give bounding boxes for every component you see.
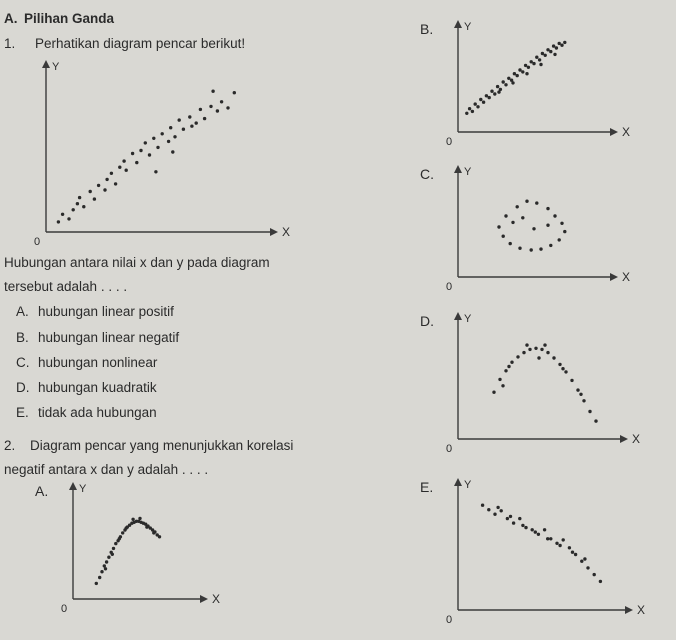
scatter-point [538, 58, 541, 61]
scatter-point [524, 526, 527, 529]
scatter-point [497, 90, 500, 93]
scatter-point [563, 41, 566, 44]
scatter-point [496, 506, 499, 509]
scatter-point [61, 213, 64, 216]
option-letter: C. [16, 355, 30, 370]
scatter-point [105, 178, 108, 181]
x-axis-arrow-icon [270, 228, 278, 236]
option-letter: A. [16, 304, 29, 319]
scatter-point [539, 63, 542, 66]
q2-number: 2. [4, 438, 16, 453]
scatter-point [510, 361, 513, 364]
scatter-point [72, 208, 75, 211]
scatter-point [154, 170, 157, 173]
scatter-point [570, 379, 573, 382]
scatter-point [546, 48, 549, 51]
scatter-point [562, 538, 565, 541]
scatter-point [114, 182, 117, 185]
scatter-point [190, 125, 193, 128]
y-axis-label: Y [464, 21, 472, 33]
scatter-point [516, 355, 519, 358]
scatter-point [468, 107, 471, 110]
scatter-point [553, 53, 556, 56]
scatter-point [599, 580, 602, 583]
scatter-point [576, 388, 579, 391]
x-axis-arrow-icon [610, 273, 618, 281]
scatter-point [546, 537, 549, 540]
scatter-point [593, 573, 596, 576]
scatter-point [541, 52, 544, 55]
scatter-point [532, 227, 535, 230]
x-axis-label: X [622, 125, 631, 139]
scatter-point [509, 242, 512, 245]
scatter-point [549, 537, 552, 540]
scatter-point [89, 190, 92, 193]
scatter-point [558, 238, 561, 241]
scatter-point [148, 153, 151, 156]
x-axis-label: X [622, 270, 631, 284]
scatter-point [549, 50, 552, 53]
scatter-point [563, 230, 566, 233]
scatter-point [131, 518, 134, 521]
y-axis-label: Y [464, 166, 472, 178]
scatter-point [144, 141, 147, 144]
scatter-point [131, 152, 134, 155]
option-d-chart[interactable] [420, 312, 640, 457]
scatter-point [522, 351, 525, 354]
scatter-point [552, 356, 555, 359]
q1-number: 1. [4, 36, 16, 51]
scatter-point [107, 556, 110, 559]
scatter-point [512, 521, 515, 524]
q1-stem-line2: tersebut adalah . . . . [4, 279, 128, 294]
origin-label: 0 [446, 281, 453, 293]
scatter-point [531, 528, 534, 531]
q1-scatter-chart [20, 60, 290, 250]
scatter-point [552, 44, 555, 47]
scatter-point [586, 566, 589, 569]
option-e-chart[interactable] [420, 478, 645, 628]
scatter-point [114, 542, 117, 545]
scatter-point [57, 220, 60, 223]
scatter-point [104, 567, 107, 570]
scatter-point [521, 524, 524, 527]
scatter-point [506, 517, 509, 520]
option-letter: C. [420, 166, 434, 182]
scatter-point [465, 112, 468, 115]
scatter-point [527, 66, 530, 69]
y-axis-arrow-icon [454, 165, 462, 173]
scatter-point [169, 126, 172, 129]
option-letter: A. [35, 483, 49, 499]
scatter-point [167, 140, 170, 143]
x-axis-arrow-icon [620, 435, 628, 443]
scatter-point [67, 217, 70, 220]
scatter-point [539, 247, 542, 250]
scatter-point [511, 81, 514, 84]
scatter-point [211, 90, 214, 93]
scatter-point [487, 508, 490, 511]
option-text: hubungan nonlinear [38, 355, 158, 370]
y-axis-label: Y [464, 313, 472, 325]
scatter-point [509, 515, 512, 518]
scatter-point [525, 72, 528, 75]
y-axis-arrow-icon [42, 60, 50, 68]
scatter-point [481, 504, 484, 507]
y-axis-label: Y [464, 479, 472, 491]
scatter-point [496, 85, 499, 88]
scatter-point [504, 369, 507, 372]
scatter-point [118, 537, 121, 540]
scatter-point [521, 70, 524, 73]
scatter-point [516, 205, 519, 208]
scatter-point [216, 109, 219, 112]
y-axis-label: Y [79, 483, 87, 495]
scatter-point [501, 384, 504, 387]
scatter-point [546, 207, 549, 210]
scatter-point [546, 224, 549, 227]
scatter-point [199, 108, 202, 111]
origin-label: 0 [446, 136, 453, 148]
scatter-point [125, 169, 128, 172]
x-axis-arrow-icon [625, 606, 633, 614]
scatter-point [504, 83, 507, 86]
origin-label: 0 [34, 236, 41, 248]
scatter-point [535, 56, 538, 59]
scatter-point [504, 214, 507, 217]
y-axis-arrow-icon [454, 312, 462, 320]
scatter-point [558, 363, 561, 366]
scatter-point [568, 546, 571, 549]
scatter-point [507, 77, 510, 80]
scatter-point [76, 202, 79, 205]
scatter-point [161, 132, 164, 135]
scatter-point [579, 393, 582, 396]
scatter-point [583, 557, 586, 560]
scatter-point [513, 72, 516, 75]
option-letter: D. [16, 380, 30, 395]
scatter-point [97, 184, 100, 187]
scatter-point [549, 244, 552, 247]
scatter-point [525, 200, 528, 203]
y-axis-label: Y [52, 61, 60, 73]
option-b-chart[interactable] [420, 20, 630, 150]
scatter-point [182, 128, 185, 131]
scatter-point [530, 60, 533, 63]
scatter-point [594, 419, 597, 422]
scatter-point [507, 365, 510, 368]
y-axis-arrow-icon [69, 482, 77, 490]
scatter-point [574, 553, 577, 556]
scatter-point [534, 530, 537, 533]
option-letter: E. [16, 405, 29, 420]
scatter-point [121, 531, 124, 534]
scatter-point [532, 62, 535, 65]
scatter-point [138, 517, 141, 520]
x-axis-label: X [637, 603, 646, 617]
scatter-point [152, 531, 155, 534]
y-axis-arrow-icon [454, 478, 462, 486]
q1-stem-line1: Hubungan antara nilai x dan y pada diagram [4, 255, 270, 270]
scatter-point [178, 118, 181, 121]
scatter-point [580, 560, 583, 563]
scatter-point [502, 80, 505, 83]
scatter-point [582, 399, 585, 402]
scatter-point [145, 525, 148, 528]
origin-label: 0 [61, 603, 68, 615]
scatter-point [482, 101, 485, 104]
option-letter: B. [420, 21, 434, 37]
scatter-point [518, 68, 521, 71]
scatter-point [209, 105, 212, 108]
q2-option-a-chart[interactable] [35, 482, 220, 617]
scatter-point [521, 216, 524, 219]
scatter-point [493, 513, 496, 516]
q1-prompt: Perhatikan diagram pencar berikut! [35, 36, 246, 51]
origin-label: 0 [446, 614, 453, 626]
scatter-point [220, 100, 223, 103]
scatter-point [95, 582, 98, 585]
scatter-point [171, 150, 174, 153]
scatter-point [100, 570, 103, 573]
option-letter: D. [420, 313, 434, 329]
option-text: hubungan kuadratik [38, 380, 157, 395]
option-text: hubungan linear positif [38, 304, 174, 319]
scatter-point [490, 90, 493, 93]
scatter-point [558, 42, 561, 45]
scatter-point [122, 159, 125, 162]
scatter-point [118, 166, 121, 169]
section-title: Pilihan Ganda [24, 11, 115, 26]
scatter-point [530, 248, 533, 251]
option-letter: E. [420, 479, 434, 495]
scatter-point [111, 553, 114, 556]
x-axis-label: X [282, 225, 291, 239]
scatter-point [156, 146, 159, 149]
scatter-point [564, 370, 567, 373]
scatter-point [476, 105, 479, 108]
scatter-point [560, 44, 563, 47]
scatter-point [485, 94, 488, 97]
scatter-point [158, 535, 161, 538]
origin-label: 0 [446, 443, 453, 455]
option-text: tidak ada hubungan [38, 405, 157, 420]
scatter-point [543, 343, 546, 346]
scatter-point [488, 96, 491, 99]
scatter-point [474, 102, 477, 105]
y-axis-arrow-icon [454, 20, 462, 28]
scatter-point [524, 64, 527, 67]
scatter-point [555, 46, 558, 49]
x-axis-label: X [632, 432, 641, 446]
scatter-point [139, 149, 142, 152]
section-label: A. [4, 11, 18, 26]
scatter-point [82, 205, 85, 208]
scatter-point [540, 348, 543, 351]
scatter-point [78, 196, 81, 199]
q2-line1: Diagram pencar yang menunjukkan korelasi [30, 438, 294, 453]
option-c-chart[interactable] [420, 165, 630, 295]
scatter-point [479, 98, 482, 101]
scatter-point [188, 115, 191, 118]
scatter-point [195, 121, 198, 124]
scatter-point [534, 347, 537, 350]
scatter-point [152, 137, 155, 140]
scatter-point [203, 117, 206, 120]
scatter-point [561, 367, 564, 370]
option-text: hubungan linear negatif [38, 330, 180, 345]
x-axis-arrow-icon [610, 128, 618, 136]
scatter-point [98, 576, 101, 579]
scatter-point [537, 356, 540, 359]
scatter-point [516, 74, 519, 77]
scatter-point [93, 197, 96, 200]
scatter-point [535, 201, 538, 204]
x-axis-label: X [212, 592, 221, 606]
scatter-point [112, 547, 115, 550]
scatter-point [125, 526, 128, 529]
scatter-point [500, 509, 503, 512]
scatter-point [553, 214, 556, 217]
scatter-point [543, 528, 546, 531]
scatter-point [492, 391, 495, 394]
scatter-point [103, 188, 106, 191]
scatter-point [502, 235, 505, 238]
scatter-point [497, 225, 500, 228]
scatter-point [110, 172, 113, 175]
scatter-point [103, 564, 106, 567]
scatter-point [525, 343, 528, 346]
scatter-point [560, 222, 563, 225]
scatter-point [537, 533, 540, 536]
scatter-point [226, 106, 229, 109]
scatter-point [135, 161, 138, 164]
scatter-point [518, 247, 521, 250]
scatter-point [588, 410, 591, 413]
x-axis-arrow-icon [200, 595, 208, 603]
scatter-point [233, 91, 236, 94]
scatter-point [105, 560, 108, 563]
option-letter: B. [16, 330, 29, 345]
scatter-point [493, 92, 496, 95]
scatter-point [528, 348, 531, 351]
scatter-point [518, 517, 521, 520]
scatter-point [173, 135, 176, 138]
scatter-point [571, 551, 574, 554]
scatter-point [555, 542, 558, 545]
scatter-point [558, 544, 561, 547]
scatter-point [546, 351, 549, 354]
scatter-point [544, 54, 547, 57]
scatter-point [511, 221, 514, 224]
scatter-point [471, 110, 474, 113]
q2-line2: negatif antara x dan y adalah . . . . [4, 462, 209, 477]
scatter-point [498, 378, 501, 381]
